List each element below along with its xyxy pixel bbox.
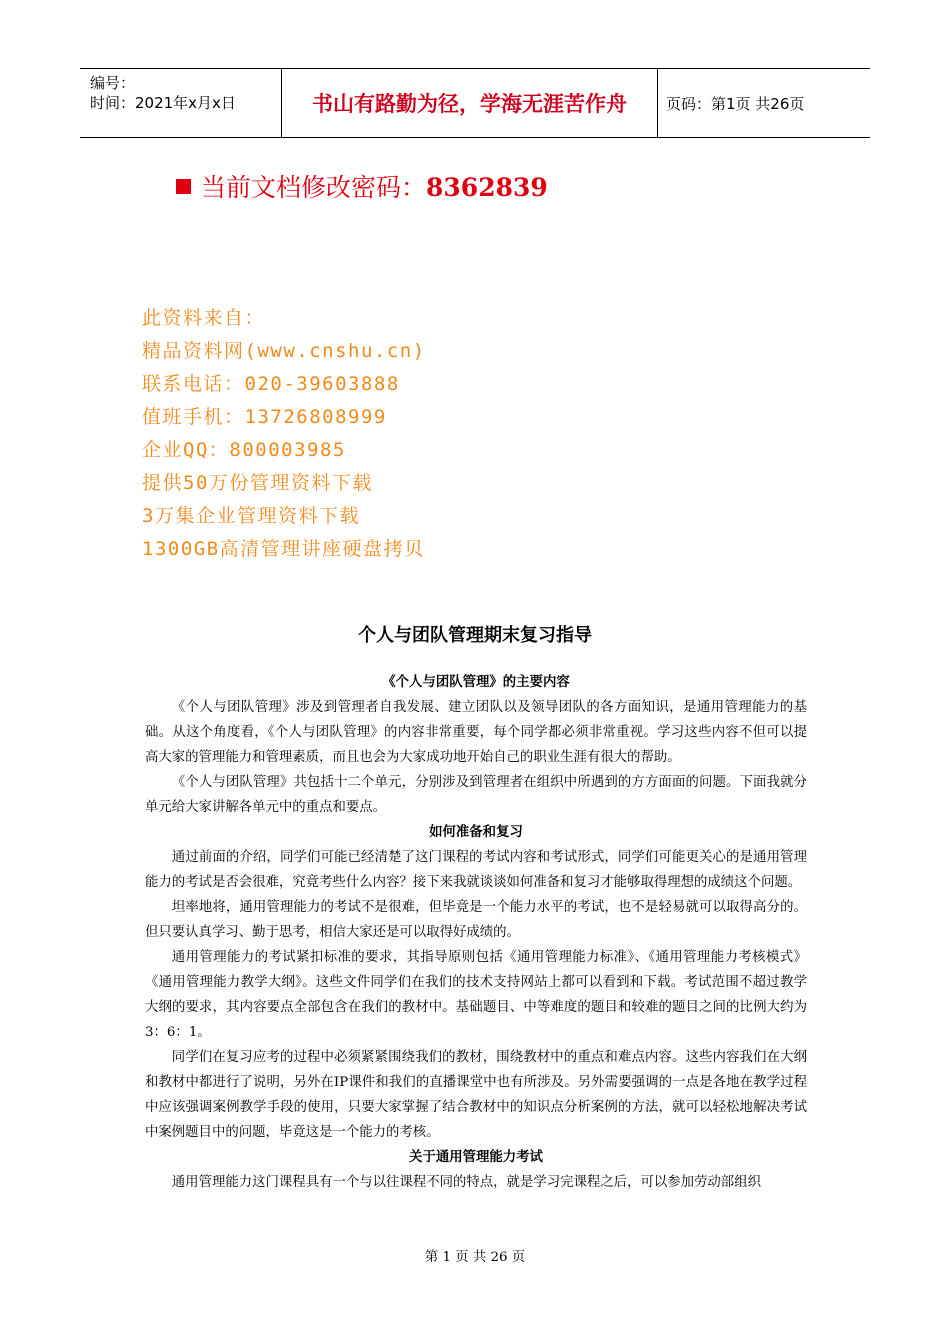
- source-line: 提供50万份管理资料下载: [142, 472, 373, 494]
- paragraph: 《个人与团队管理》共包括十二个单元，分别涉及到管理者在组织中所遇到的方方面面的问题。下面我就分单元给大家讲解各单元中的重点和要点。: [145, 775, 807, 815]
- document-body: [145, 670, 807, 1195]
- paragraph: 通过前面的介绍，同学们可能已经清楚了这门课程的考试内容和考试形式，同学们可能更关心的是通用管理能力的考试是否会很难，究竟考些什么内容？接下来我就谈谈如何准备和复习才能够取得理想的成绩这个问题。: [145, 850, 807, 890]
- paragraph: 通用管理能力的考试紧扣标准的要求，其指导原则包括《通用管理能力标准》、《通用管理能力考核模式》《通用管理能力教学大纲》。这些文件同学们在我们的技术支持网站上都可以看到和下载。考试范围不超过教学大纲的要求，其内容要点全部包含在我们的教材中。基础题目、中等难度的题目和较难的题目之间的比例大约为3：6：1。: [145, 950, 807, 1040]
- paragraph: 《个人与团队管理》涉及到管理者自我发展、建立团队以及领导团队的各方面知识，是通用管理能力的基础。从这个角度看，《个人与团队管理》的内容非常重要，每个同学都必须非常重视。学习这些内容不但可以提高大家的管理能力和管理素质，而且也会为大家成功地开始自己的职业生涯有很大的帮助。: [145, 700, 807, 765]
- source-line: 3万集企业管理资料下载: [142, 505, 360, 527]
- document-number-label: 编号：: [90, 74, 136, 92]
- source-line: 企业QQ：800003985: [142, 439, 346, 461]
- page-header: [80, 68, 870, 138]
- source-line: 联系电话：020-39603888: [142, 373, 400, 395]
- document-title: 个人与团队管理期末复习指导: [358, 625, 592, 646]
- password-label: 当前文档修改密码：: [201, 173, 427, 202]
- section-heading: 《个人与团队管理》的主要内容: [382, 675, 570, 690]
- source-line: 1300GB高清管理讲座硬盘拷贝: [142, 538, 425, 560]
- password-code: 8362839: [426, 173, 548, 202]
- header-meta: [80, 69, 282, 137]
- paragraph: 坦率地将，通用管理能力的考试不是很难，但毕竟是一个能力水平的考试，也不是轻易就可以取得高分的。但只要认真学习、勤于思考，相信大家还是可以取得好成绩的。: [145, 900, 807, 940]
- source-info-block: [142, 302, 426, 566]
- password-notice: [176, 168, 548, 204]
- document-time-label: 时间：2021年x月x日: [90, 94, 236, 112]
- header-motto: 书山有路勤为径，学海无涯苦作舟: [282, 69, 658, 137]
- section-heading: 关于通用管理能力考试: [409, 1150, 543, 1165]
- page-footer: 第 1 页 共 26 页: [424, 1250, 526, 1265]
- paragraph: 同学们在复习应考的过程中必须紧紧围绕我们的教材，围绕教材中的重点和难点内容。这些内容我们在大纲和教材中都进行了说明，另外在IP课件和我们的直播课堂中也有所涉及。另外需要强调的一点是各地在教学过程中应该强调案例教学手段的使用，只要大家掌握了结合教材中的知识点分析案例的方法，就可以轻松地解决考试中案例题目中的问题，毕竟这是一个能力的考核。: [145, 1050, 807, 1140]
- source-line: 值班手机：13726808999: [142, 406, 387, 428]
- header-page-info: 页码：第1页 共26页: [666, 94, 805, 113]
- source-line: 此资料来自：: [142, 307, 266, 329]
- paragraph: 通用管理能力这门课程具有一个与以往课程不同的特点，就是学习完课程之后，可以参加劳动部组织: [171, 1175, 761, 1190]
- source-line: 精品资料网(www.cnshu.cn): [142, 340, 426, 362]
- square-bullet-icon: [176, 179, 191, 194]
- section-heading: 如何准备和复习: [429, 825, 523, 840]
